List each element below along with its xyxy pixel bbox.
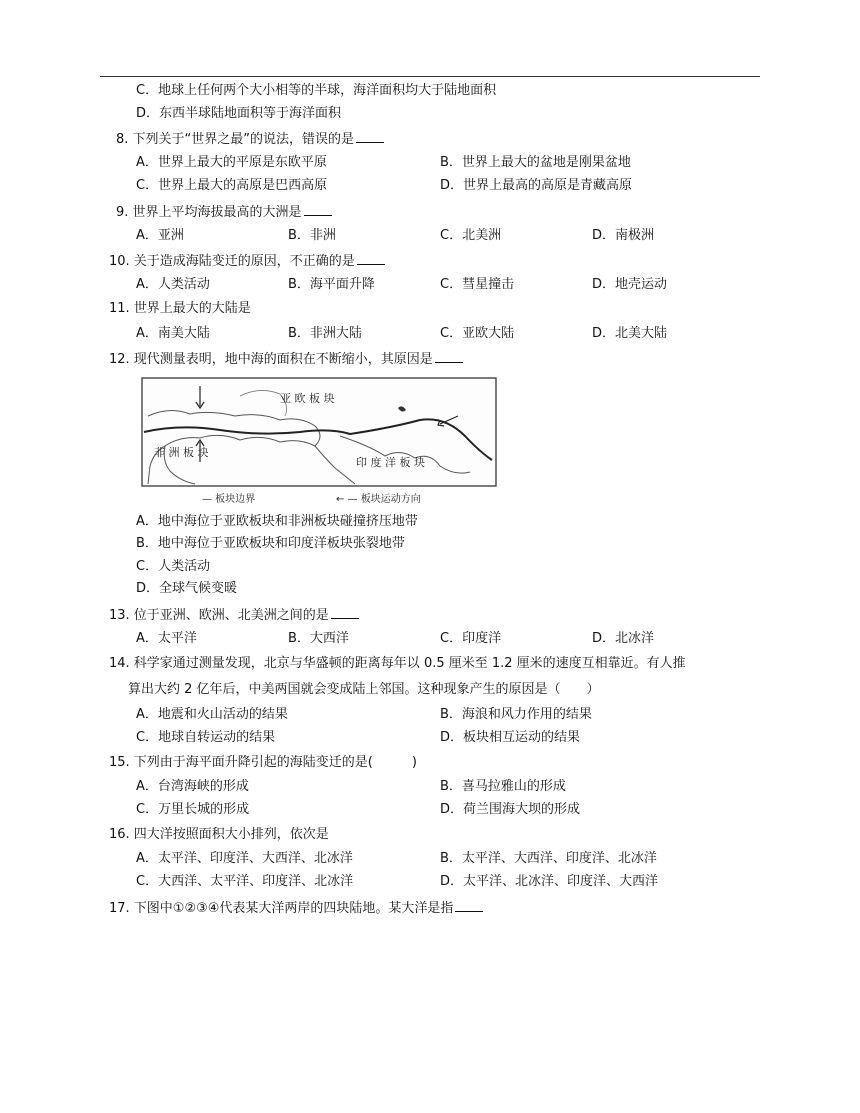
q14-option-c: C．地球自转运动的结果 xyxy=(136,730,276,745)
q9-option-a: A．亚洲 xyxy=(136,228,184,243)
header-rule xyxy=(100,76,760,77)
answer-blank xyxy=(304,203,332,216)
q10-option-d: D．地壳运动 xyxy=(592,277,668,292)
answer-blank xyxy=(331,606,359,619)
q15-option-b: B．喜马拉雅山的形成 xyxy=(440,779,566,794)
answer-blank xyxy=(356,130,384,143)
question-12-stem: 12. 现代测量表明，地中海的面积在不断缩小，其原因是 xyxy=(109,350,463,369)
legend-boundary: — 板块边界 xyxy=(202,494,256,505)
question-15-stem: 15. 下列由于海平面升降引起的海陆变迁的是( ) xyxy=(109,755,417,770)
legend-motion: ← — 板块运动方向 xyxy=(336,494,421,505)
plate-boundary-map xyxy=(140,376,498,508)
label-eurasia-plate: 亚 欧 板 块 xyxy=(280,392,335,405)
q12-option-b: B．地中海位于亚欧板块和印度洋板块张裂地带 xyxy=(136,536,405,551)
label-indian-plate: 印 度 洋 板 块 xyxy=(356,456,425,469)
question-17-stem: 17. 下图中①②③④代表某大洋两岸的四块陆地。某大洋是指 xyxy=(109,899,483,918)
q13-option-c: C．印度洋 xyxy=(440,631,502,646)
q8-option-a: A．世界上最大的平原是东欧平原 xyxy=(136,155,327,170)
question-11-stem: 11. 世界上最大的大陆是 xyxy=(109,301,251,316)
answer-blank xyxy=(357,252,385,265)
question-8-stem: 8. 下列关于“世界之最”的说法，错误的是 xyxy=(116,130,384,149)
q12-option-d: D．全球气候变暖 xyxy=(136,581,238,596)
q15-option-c: C．万里长城的形成 xyxy=(136,802,250,817)
q13-option-a: A．太平洋 xyxy=(136,631,197,646)
question-13-stem: 13. 位于亚洲、欧洲、北美洲之间的是 xyxy=(109,606,359,625)
prev-option-d: D．东西半球陆地面积等于海洋面积 xyxy=(136,106,342,121)
q16-option-b: B．太平洋、大西洋、印度洋、北冰洋 xyxy=(440,851,657,866)
q12-option-c: C．人类活动 xyxy=(136,559,211,574)
question-10-stem: 10. 关于造成海陆变迁的原因，不正确的是 xyxy=(109,252,385,271)
q9-option-d: D．南极洲 xyxy=(592,228,655,243)
q10-option-a: A．人类活动 xyxy=(136,277,210,292)
q11-option-b: B．非洲大陆 xyxy=(288,326,362,341)
q8-option-b: B．世界上最大的盆地是刚果盆地 xyxy=(440,155,631,170)
question-14-stem-line1: 14. 科学家通过测量发现，北京与华盛顿的距离每年以 0.5 厘米至 1.2 厘米的速度互相靠近。有人推 xyxy=(109,656,686,671)
q13-option-b: B．大西洋 xyxy=(288,631,349,646)
q11-option-d: D．北美大陆 xyxy=(592,326,668,341)
q14-option-d: D．板块相互运动的结果 xyxy=(440,730,581,745)
q13-option-d: D．北冰洋 xyxy=(592,631,655,646)
q10-option-b: B．海平面升降 xyxy=(288,277,375,292)
label-african-plate: 非 洲 板 块 xyxy=(154,446,209,459)
q14-option-a: A．地震和火山活动的结果 xyxy=(136,707,288,722)
answer-blank xyxy=(435,350,463,363)
question-9-stem: 9. 世界上平均海拔最高的大洲是 xyxy=(116,203,332,222)
q8-option-d: D．世界上最高的高原是青藏高原 xyxy=(440,178,633,193)
q12-option-a: A．地中海位于亚欧板块和非洲板块碰撞挤压地带 xyxy=(136,514,418,529)
q14-option-b: B．海浪和风力作用的结果 xyxy=(440,707,592,722)
question-14-stem-line2: 算出大约 2 亿年后，中美两国就会变成陆上邻国。这种现象产生的原因是（ ） xyxy=(128,682,600,697)
q8-option-c: C．世界上最大的高原是巴西高原 xyxy=(136,178,328,193)
q11-option-a: A．南美大陆 xyxy=(136,326,210,341)
q16-option-c: C．大西洋、太平洋、印度洋、北冰洋 xyxy=(136,874,354,889)
q10-option-c: C．彗星撞击 xyxy=(440,277,515,292)
q11-option-c: C．亚欧大陆 xyxy=(440,326,515,341)
q16-option-d: D．太平洋、北冰洋、印度洋、大西洋 xyxy=(440,874,659,889)
question-16-stem: 16. 四大洋按照面积大小排列，依次是 xyxy=(109,827,329,842)
q9-option-b: B．非洲 xyxy=(288,228,336,243)
answer-blank xyxy=(455,899,483,912)
q9-option-c: C．北美洲 xyxy=(440,228,502,243)
prev-option-c: C．地球上任何两个大小相等的半球，海洋面积均大于陆地面积 xyxy=(136,83,497,98)
q16-option-a: A．太平洋、印度洋、大西洋、北冰洋 xyxy=(136,851,353,866)
q15-option-d: D．荷兰围海大坝的形成 xyxy=(440,802,581,817)
q15-option-a: A．台湾海峡的形成 xyxy=(136,779,249,794)
